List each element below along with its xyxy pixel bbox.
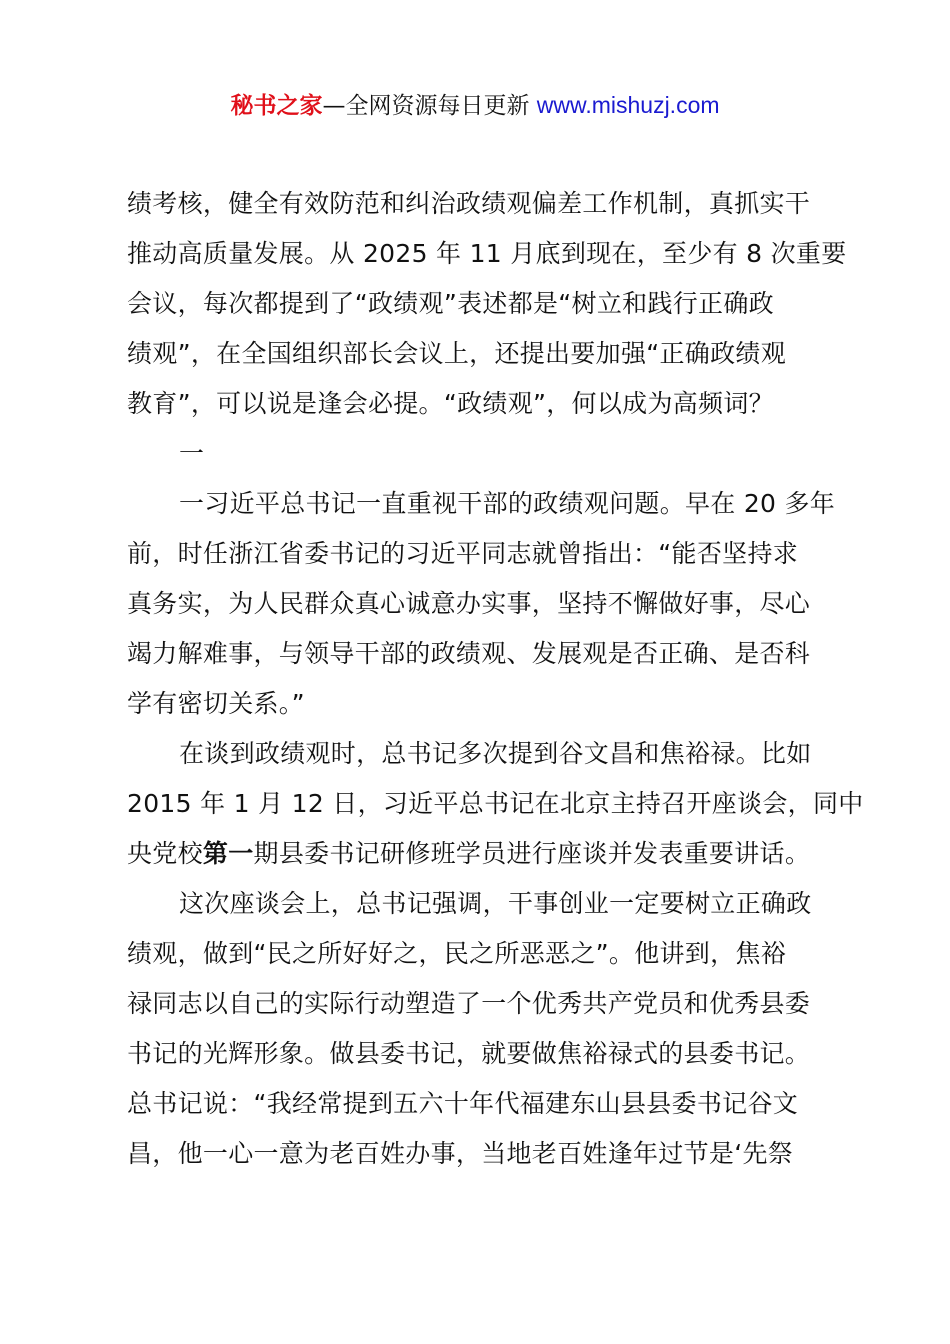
section-number: 一 xyxy=(179,439,205,468)
header-tagline: —全网资源每日更新 xyxy=(322,93,530,119)
text-segment: 期县委书记研修班学员进行座谈并发表重要讲话。 xyxy=(253,839,811,868)
text-line: 书记的光辉形象。做县委书记，就要做焦裕禄式的县委书记。 xyxy=(127,1039,811,1068)
text-line: 绩观”，在全国组织部长会议上，还提出要加强“正确政绩观 xyxy=(127,339,787,368)
brand-name: 秘书之家 xyxy=(230,93,323,119)
text-line: 禄同志以自己的实际行动塑造了一个优秀共产党员和优秀县委 xyxy=(127,989,811,1018)
text-line: 真务实，为人民群众真心诚意办实事，坚持不懈做好事，尽心 xyxy=(127,589,811,618)
text-line: 在谈到政绩观时，总书记多次提到谷文昌和焦裕禄。比如 xyxy=(179,739,812,768)
text-line: 绩考核，健全有效防范和纠治政绩观偏差工作机制，真抓实干 xyxy=(127,189,811,218)
article-body xyxy=(127,183,864,1183)
bold-text: 第一 xyxy=(202,839,254,868)
text-line: 会议，每次都提到了“政绩观”表述都是“树立和践行正确政 xyxy=(127,289,774,318)
site-header xyxy=(0,88,950,123)
text-line: 一习近平总书记一直重视干部的政绩观问题。早在 20 多年 xyxy=(179,489,836,518)
text-line: 昌，他一心一意为老百姓办事，当地老百姓逢年过节是‘先祭 xyxy=(127,1139,794,1168)
text-line: 绩观，做到“民之所好好之，民之所恶恶之”。他讲到，焦裕 xyxy=(127,939,787,968)
text-line: 推动高质量发展。从 2025 年 11 月底到现在，至少有 8 次重要 xyxy=(127,239,847,268)
text-line: 竭力解难事，与领导干部的政绩观、发展观是否正确、是否科 xyxy=(127,639,811,668)
text-line: 2015 年 1 月 12 日，习近平总书记在北京主持召开座谈会，同中 xyxy=(127,789,864,818)
site-url-link[interactable]: www.mishuzj.com xyxy=(536,92,720,118)
text-line: 前，时任浙江省委书记的习近平同志就曾指出：“能否坚持求 xyxy=(127,539,799,568)
text-line: 总书记说：“我经常提到五六十年代福建东山县县委书记谷文 xyxy=(127,1089,799,1118)
text-line: 学有密切关系。” xyxy=(127,689,305,718)
text-segment: 央党校 xyxy=(127,839,203,868)
text-line: 这次座谈会上，总书记强调，干事创业一定要树立正确政 xyxy=(179,889,812,918)
text-line: 教育”，可以说是逢会必提。“政绩观”，何以成为高频词？ xyxy=(127,389,774,418)
text-line-with-bold xyxy=(127,833,833,883)
